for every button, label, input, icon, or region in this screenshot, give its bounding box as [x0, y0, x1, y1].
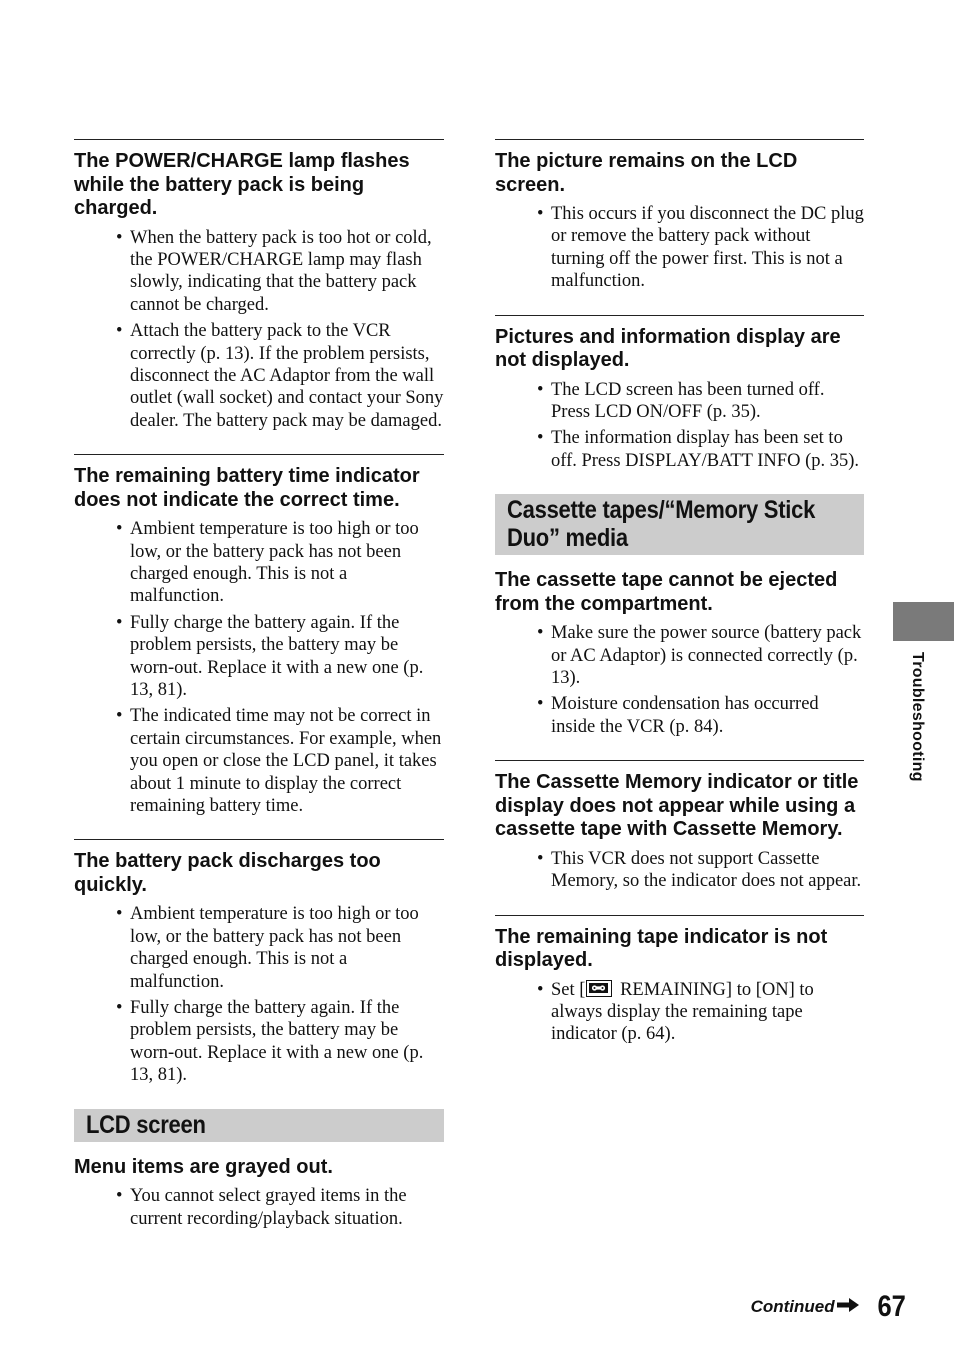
section-battery-discharges: [74, 839, 444, 1086]
arrow-right-icon: [837, 1298, 859, 1317]
page-footer: [751, 1290, 908, 1324]
section-picture-remains: [495, 139, 864, 293]
list-item: • This occurs if you disconnect the DC plug or remove the battery pack without turning off the power first. This is not a malfunction.: [551, 203, 864, 293]
section-menu-grayed: [74, 1156, 444, 1230]
bullet-list: [495, 203, 864, 293]
section-heading: The remaining battery time indicator does not indicate the correct time.: [74, 465, 420, 511]
banner-title: LCD screen: [86, 1110, 206, 1139]
section-heading: Pictures and information display are not displayed.: [495, 325, 841, 372]
bullet-list: [74, 227, 444, 433]
list-item: • The LCD screen has been turned off. Press LCD ON/OFF (p. 35).: [551, 379, 864, 424]
section-power-charge-lamp: [74, 139, 444, 432]
bullet-text-suffix: REMAINING] to [ON] to always display the remaining tape indicator (p. 64).: [551, 979, 814, 1045]
list-item: • Attach the battery pack to the VCR correctly (p. 13). If the problem persists, disconnect the AC Adaptor from the wall outlet (wall socket) and contact your Sony dealer. The battery pack may be damaged.: [130, 320, 444, 432]
cassette-tape-icon: [586, 980, 612, 997]
continued-label: Continued: [750, 1297, 835, 1316]
section-pictures-not-displayed: [495, 315, 864, 473]
list-item: • The indicated time may not be correct in certain circumstances. For example, when you open or close the LCD panel, it takes about 1 minute to display the correct remaining battery time.: [130, 705, 444, 817]
list-item: • This VCR does not support Cassette Memory, so the indicator does not appear.: [551, 848, 864, 893]
list-item: • When the battery pack is too hot or cold, the POWER/CHARGE lamp may flash slowly, indicating that the battery pack cannot be charged.: [130, 227, 444, 317]
banner-title: Cassette tapes/“Memory Stick Duo” media: [507, 496, 816, 553]
list-item: • You cannot select grayed items in the current recording/playback situation.: [130, 1185, 444, 1230]
left-column: [74, 139, 444, 1234]
section-heading: Menu items are grayed out.: [74, 1155, 333, 1178]
section-battery-time-indicator: [74, 454, 444, 817]
list-item: • Fully charge the battery again. If the problem persists, the battery may be worn-out. Replace it with a new one (p. 13, 81).: [130, 612, 444, 702]
bullet-text-prefix: Set [: [551, 979, 586, 1000]
side-tab-marker: [893, 602, 954, 641]
section-heading: The cassette tape cannot be ejected from the compartment.: [495, 569, 838, 615]
section-heading: The picture remains on the LCD screen.: [495, 150, 798, 196]
bullet-list: [495, 622, 864, 738]
section-cassette-memory: [495, 760, 864, 892]
bullet-list: [495, 979, 864, 1046]
bullet-list: [495, 379, 864, 473]
section-heading: The POWER/CHARGE lamp flashes while the battery pack is being charged.: [74, 150, 410, 219]
list-item: • Moisture condensation has occurred inside the VCR (p. 84).: [551, 693, 864, 738]
page-number: 67: [877, 1290, 906, 1323]
list-item: • Fully charge the battery again. If the problem persists, the battery may be worn-out. Replace it with a new one (p. 13, 81).: [130, 997, 444, 1087]
section-heading: The remaining tape indicator is not displayed.: [495, 925, 828, 972]
bullet-list: [74, 1185, 444, 1230]
list-item: • Ambient temperature is too high or too low, or the battery pack has not been charged enough. This is not a malfunction.: [130, 903, 444, 993]
lcd-screen-banner: [74, 1109, 444, 1142]
right-column: [495, 139, 864, 1068]
list-item: • Make sure the power source (battery pack or AC Adaptor) is connected correctly (p. 13).: [551, 622, 864, 689]
bullet-list: [74, 903, 444, 1086]
bullet-list: [495, 848, 864, 893]
list-item: • Ambient temperature is too high or too low, or the battery pack has not been charged enough. This is not a malfunction.: [130, 518, 444, 608]
bullet-list: [74, 518, 444, 817]
list-item: [551, 979, 864, 1046]
cassette-tapes-banner: [495, 494, 864, 555]
section-remaining-tape: [495, 915, 864, 1046]
section-heading: The Cassette Memory indicator or title display does not appear while using a cassette tape with Cassette Memory.: [495, 771, 859, 841]
list-item: • The information display has been set to off. Press DISPLAY/BATT INFO (p. 35).: [551, 427, 864, 472]
section-cassette-not-ejected: [495, 569, 864, 738]
side-tab-label: Troubleshooting: [909, 652, 926, 782]
section-heading: The battery pack discharges too quickly.: [74, 850, 381, 896]
